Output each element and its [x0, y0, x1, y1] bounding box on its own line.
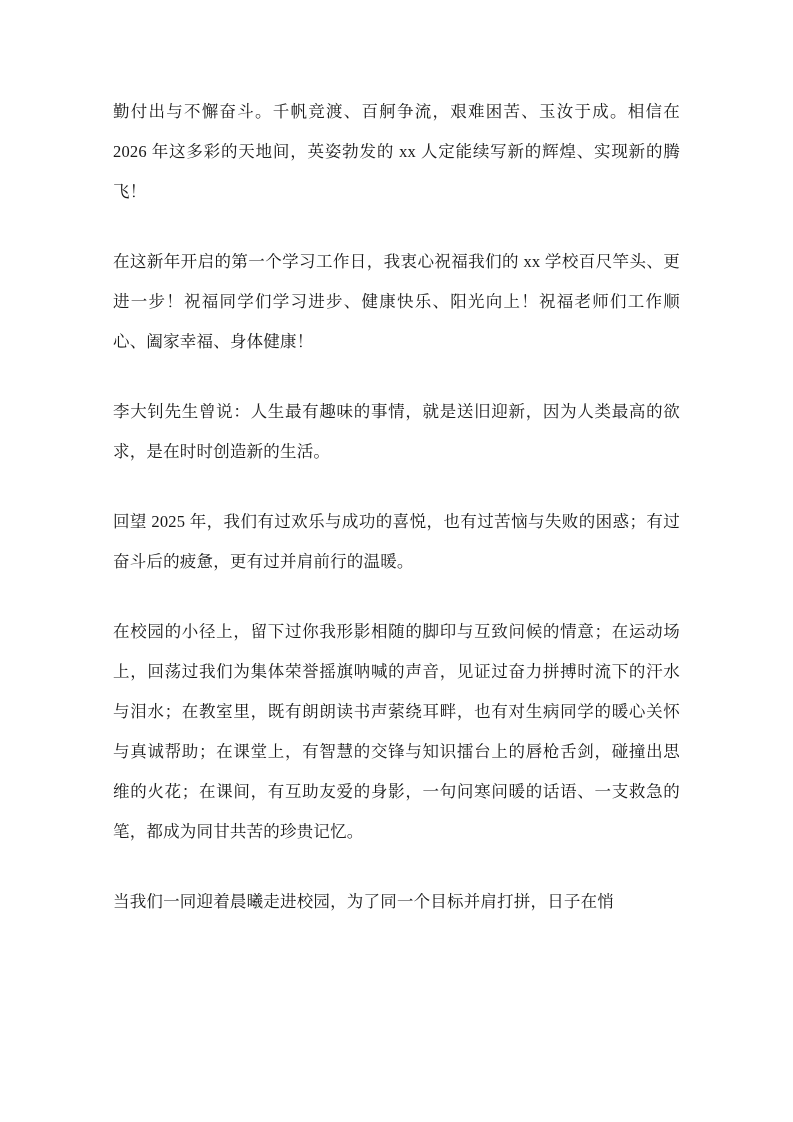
document-body	[113, 92, 680, 922]
paragraph: 在校园的小径上，留下过你我形影相随的脚印与互致问候的情意；在运动场上，回荡过我们为集体荣誉摇旗呐喊的声音，见证过奋力拼搏时流下的汗水与泪水；在教室里，既有朗朗读书声萦绕耳畔，也有对生病同学的暖心关怀与真诚帮助；在课堂上，有智慧的交锋与知识擂台上的唇枪舌剑，碰撞出思维的火花；在课间，有互助友爱的身影，一句问寒问暖的话语、一支救急的笔，都成为同甘共苦的珍贵记忆。	[113, 622, 680, 841]
paragraph: 勤付出与不懈奋斗。千帆竞渡、百舸争流，艰难困苦、玉汝于成。相信在 2026 年这多彩的天地间，英姿勃发的 xx 人定能续写新的辉煌、实现新的腾飞！	[113, 102, 680, 201]
paragraph: 回望 2025 年，我们有过欢乐与成功的喜悦，也有过苦恼与失败的困惑；有过奋斗后的疲惫，更有过并肩前行的温暖。	[113, 512, 680, 571]
paragraph: 在这新年开启的第一个学习工作日，我衷心祝福我们的 xx 学校百尺竿头、更进一步！祝福同学们学习进步、健康快乐、阳光向上！祝福老师们工作顺心、阖家幸福、身体健康！	[113, 252, 680, 351]
paragraph: 李大钊先生曾说：人生最有趣味的事情，就是送旧迎新，因为人类最高的欲求，是在时时创造新的生活。	[113, 402, 680, 461]
paragraph: 当我们一同迎着晨曦走进校园，为了同一个目标并肩打拼，日子在悄	[113, 892, 614, 911]
